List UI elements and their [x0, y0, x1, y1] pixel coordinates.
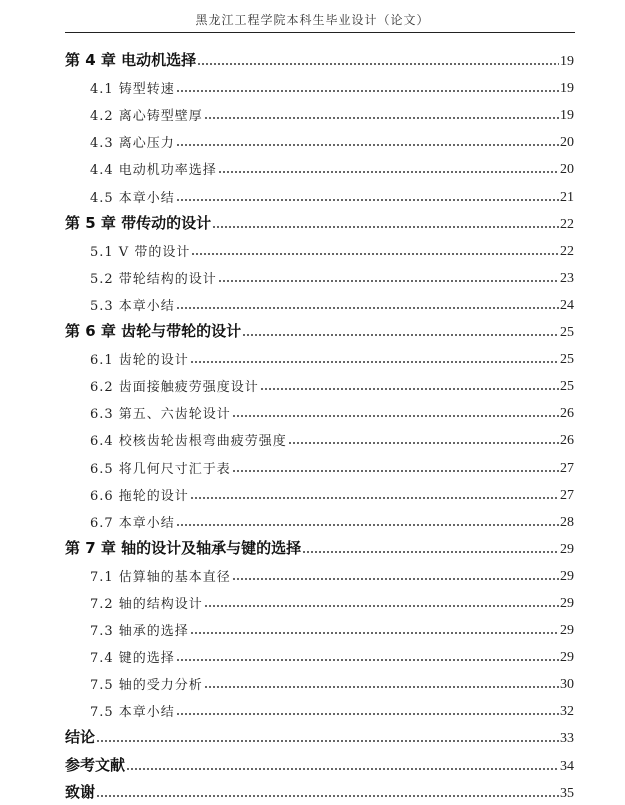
toc-entry-title: 致谢 [65, 782, 96, 801]
toc-entry-title: 4.2 离心铸型壁厚 [90, 109, 203, 125]
toc-entry-title: 7.2 轴的结构设计 [90, 596, 203, 612]
toc-section-entry[interactable] [65, 615, 574, 642]
toc-section-entry[interactable] [65, 100, 574, 127]
dot-leader [176, 144, 559, 146]
toc-chapter-entry[interactable] [65, 723, 574, 750]
table-of-contents [65, 46, 574, 805]
toc-page-number: 32 [560, 704, 574, 720]
toc-entry-title: 6.6 拖轮的设计 [90, 488, 189, 504]
toc-page-number: 19 [560, 81, 574, 97]
dot-leader [190, 497, 559, 499]
dot-leader [232, 578, 559, 580]
toc-entry-title: 6.3 第五、六齿轮设计 [90, 407, 231, 423]
toc-entry-title: 7.5 轴的受力分析 [90, 678, 203, 694]
toc-chapter-entry[interactable] [65, 46, 574, 73]
toc-section-entry[interactable] [65, 181, 574, 208]
toc-entry-title: 第 5 章 带传动的设计 [65, 213, 212, 232]
toc-chapter-entry[interactable] [65, 778, 574, 805]
toc-page-number: 30 [560, 677, 574, 693]
toc-page-number: 26 [560, 433, 574, 449]
toc-page-number: 21 [560, 189, 574, 205]
toc-entry-title: 6.5 将几何尺寸汇于表 [90, 461, 231, 477]
toc-section-entry[interactable] [65, 371, 574, 398]
toc-entry-title: 6.1 齿轮的设计 [90, 353, 189, 369]
toc-chapter-entry[interactable] [65, 209, 574, 236]
page-header: 黑龙江工程学院本科生毕业设计（论文） [195, 13, 430, 27]
toc-entry-title: 7.1 估算轴的基本直径 [90, 569, 231, 585]
toc-page-number: 26 [560, 406, 574, 422]
toc-entry-title: 7.4 键的选择 [90, 651, 175, 667]
toc-section-entry[interactable] [65, 236, 574, 263]
dot-leader [197, 63, 559, 65]
toc-section-entry[interactable] [65, 452, 574, 479]
toc-entry-title: 7.5 本章小结 [90, 705, 175, 721]
dot-leader [96, 795, 559, 797]
dot-leader [176, 659, 559, 661]
toc-section-entry[interactable] [65, 398, 574, 425]
dot-leader [126, 768, 559, 770]
dot-leader [190, 361, 559, 363]
toc-entry-title: 5.2 带轮结构的设计 [90, 271, 217, 287]
toc-section-entry[interactable] [65, 507, 574, 534]
toc-section-entry[interactable] [65, 73, 574, 100]
dot-leader [176, 713, 559, 715]
toc-entry-title: 5.3 本章小结 [90, 298, 175, 314]
toc-page-number: 29 [560, 595, 574, 611]
dot-leader [190, 632, 559, 634]
dot-leader [232, 470, 559, 472]
dot-leader [302, 551, 559, 553]
toc-entry-title: 第 6 章 齿轮与带轮的设计 [65, 322, 242, 341]
toc-page-number: 29 [560, 541, 574, 557]
toc-section-entry[interactable] [65, 588, 574, 615]
toc-section-entry[interactable] [65, 154, 574, 181]
toc-page-number: 19 [560, 108, 574, 124]
toc-chapter-entry[interactable] [65, 534, 574, 561]
toc-entry-title: 4.3 离心压力 [90, 136, 175, 152]
toc-section-entry[interactable] [65, 696, 574, 723]
toc-page-number: 27 [560, 460, 574, 476]
toc-page-number: 27 [560, 487, 574, 503]
toc-section-entry[interactable] [65, 344, 574, 371]
toc-entry-title: 6.7 本章小结 [90, 515, 175, 531]
toc-section-entry[interactable] [65, 642, 574, 669]
toc-page-number: 33 [560, 731, 574, 747]
toc-page-number: 25 [560, 352, 574, 368]
toc-section-entry[interactable] [65, 127, 574, 154]
toc-section-entry[interactable] [65, 263, 574, 290]
dot-leader [176, 199, 559, 201]
dot-leader [204, 605, 559, 607]
toc-page-number: 25 [560, 379, 574, 395]
dot-leader [204, 117, 559, 119]
dot-leader [242, 334, 559, 336]
toc-page-number: 22 [560, 216, 574, 232]
dot-leader [232, 415, 559, 417]
toc-page-number: 23 [560, 270, 574, 286]
toc-page-number: 22 [560, 243, 574, 259]
toc-entry-title: 4.1 铸型转速 [90, 82, 175, 98]
toc-section-entry[interactable] [65, 425, 574, 452]
toc-page-number: 24 [560, 297, 574, 313]
toc-entry-title: 第 7 章 轴的设计及轴承与键的选择 [65, 538, 302, 557]
dot-leader [191, 253, 559, 255]
toc-entry-title: 6.2 齿面接触疲劳强度设计 [90, 380, 259, 396]
toc-section-entry[interactable] [65, 290, 574, 317]
toc-page-number: 35 [560, 785, 574, 801]
toc-page-number: 20 [560, 135, 574, 151]
toc-entry-title: 结论 [65, 728, 96, 747]
toc-entry-title: 参考文献 [65, 755, 126, 774]
toc-section-entry[interactable] [65, 480, 574, 507]
toc-page-number: 29 [560, 568, 574, 584]
toc-entry-title: 5.1 V 带的设计 [90, 244, 191, 260]
toc-entry-title: 4.5 本章小结 [90, 190, 175, 206]
toc-page-number: 34 [560, 758, 574, 774]
toc-page-number: 19 [560, 54, 574, 70]
toc-section-entry[interactable] [65, 561, 574, 588]
toc-page-number: 28 [560, 514, 574, 530]
toc-entry-title: 4.4 电动机功率选择 [90, 163, 217, 179]
toc-entry-title: 第 4 章 电动机选择 [65, 51, 197, 70]
toc-page-number: 25 [560, 325, 574, 341]
dot-leader [260, 388, 559, 390]
toc-page-number: 20 [560, 162, 574, 178]
dot-leader [204, 686, 559, 688]
toc-entry-title: 6.4 校核齿轮齿根弯曲疲劳强度 [90, 434, 287, 450]
toc-page-number: 29 [560, 650, 574, 666]
dot-leader [212, 226, 559, 228]
toc-page-number: 29 [560, 623, 574, 639]
dot-leader [176, 524, 559, 526]
dot-leader [288, 442, 559, 444]
toc-entry-title: 7.3 轴承的选择 [90, 624, 189, 640]
dot-leader [218, 171, 559, 173]
dot-leader [218, 280, 559, 282]
dot-leader [176, 307, 559, 309]
header-rule [65, 32, 575, 33]
dot-leader [176, 90, 559, 92]
toc-chapter-entry[interactable] [65, 317, 574, 344]
toc-chapter-entry[interactable] [65, 750, 574, 777]
toc-section-entry[interactable] [65, 669, 574, 696]
dot-leader [96, 740, 559, 742]
